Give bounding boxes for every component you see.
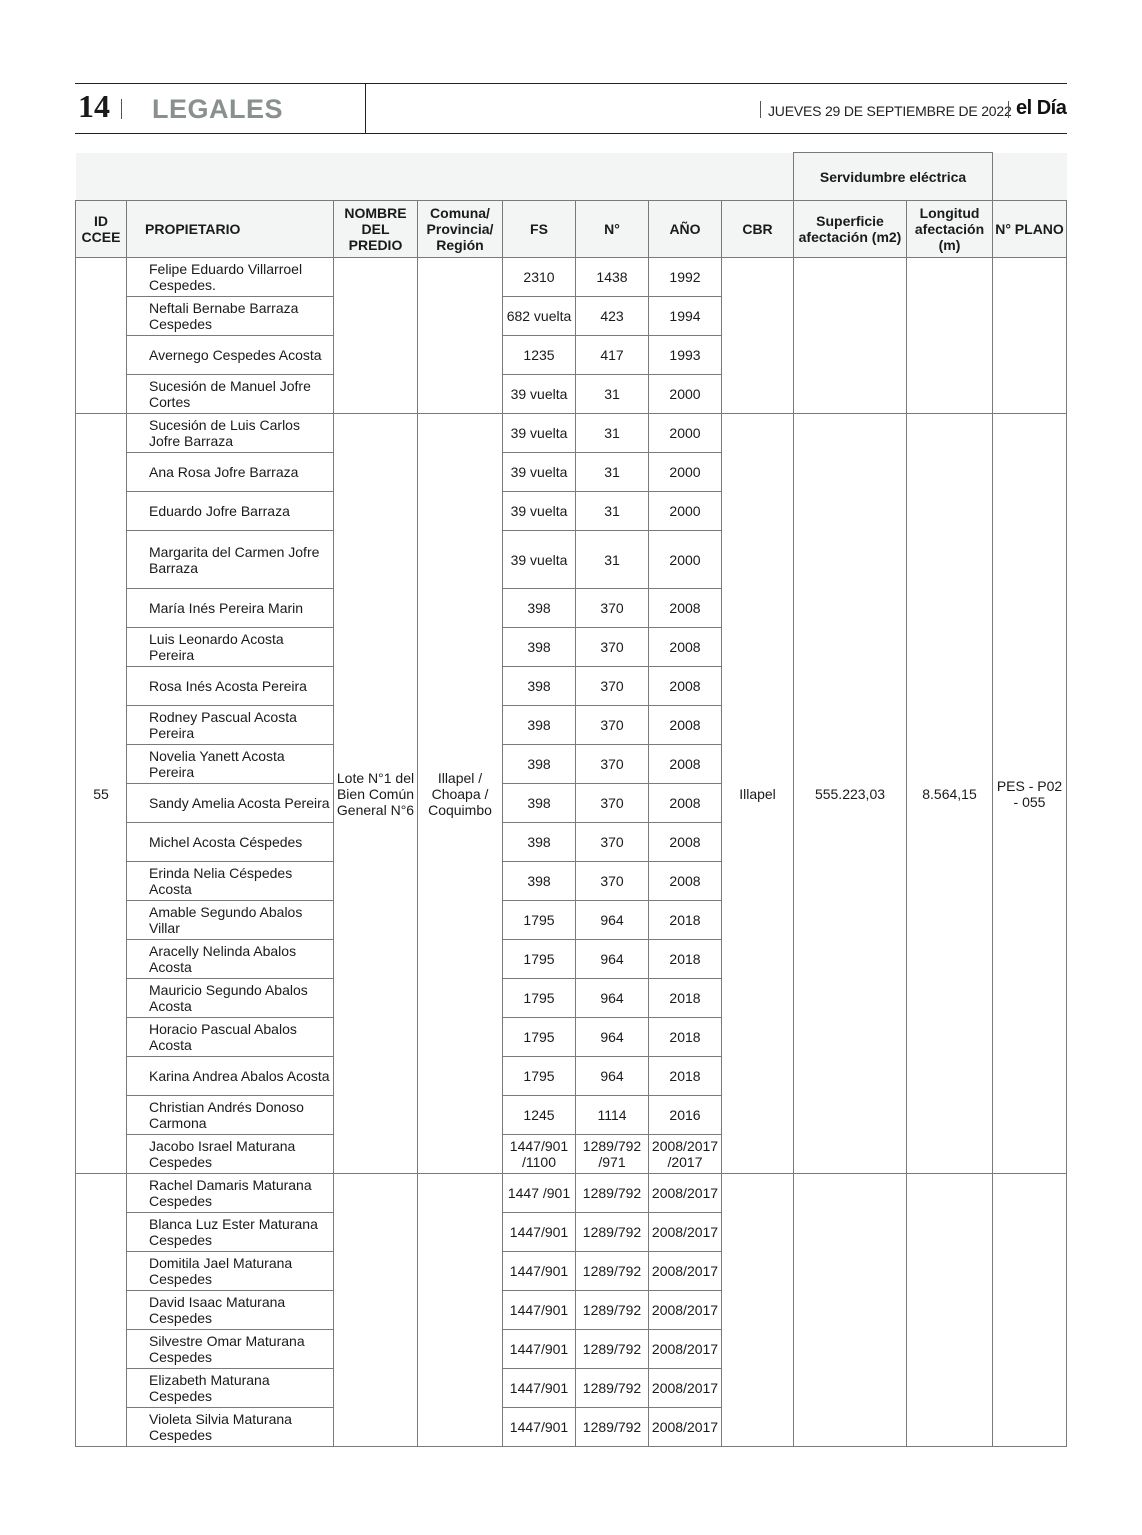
year-cell: 2008/2017 (649, 1369, 722, 1408)
fs-cell: 1235 (503, 336, 576, 375)
servidumbre-table (75, 152, 1067, 1447)
col-header-comuna: Comuna/ Provincia/ Región (418, 201, 503, 258)
n-cell: 964 (576, 1018, 649, 1057)
n-cell: 964 (576, 979, 649, 1018)
year-cell: 2000 (649, 414, 722, 453)
fs-cell: 1795 (503, 1057, 576, 1096)
n-cell: 370 (576, 823, 649, 862)
owner-cell: Novelia Yanett Acosta Pereira (127, 745, 334, 784)
n-cell: 31 (576, 492, 649, 531)
owner-cell: Margarita del Carmen Jofre Barraza (127, 531, 334, 589)
year-cell: 2000 (649, 492, 722, 531)
col-header-predio: NOMBRE DEL PREDIO (334, 201, 418, 258)
n-cell: 964 (576, 940, 649, 979)
n-cell: 31 (576, 414, 649, 453)
n-cell: 31 (576, 453, 649, 492)
fs-cell: 682 vuelta (503, 297, 576, 336)
year-cell: 2018 (649, 979, 722, 1018)
n-cell: 1289/792 (576, 1291, 649, 1330)
col-header-n: N° (576, 201, 649, 258)
n-cell: 370 (576, 589, 649, 628)
predio-cell (334, 1174, 418, 1447)
fs-cell: 39 vuelta (503, 531, 576, 589)
n-cell: 1289/792 /971 (576, 1135, 649, 1174)
year-cell: 2008/2017 (649, 1291, 722, 1330)
owner-cell: Silvestre Omar Maturana Cespedes (127, 1330, 334, 1369)
cbr-cell: Illapel (722, 414, 794, 1174)
n-cell: 964 (576, 901, 649, 940)
n-cell: 964 (576, 1057, 649, 1096)
plano-cell (993, 1174, 1067, 1447)
surface-cell (794, 1174, 907, 1447)
n-cell: 370 (576, 628, 649, 667)
fs-cell: 39 vuelta (503, 453, 576, 492)
owner-cell: Rachel Damaris Maturana Cespedes (127, 1174, 334, 1213)
fs-cell: 1447/901 (503, 1213, 576, 1252)
predio-cell (334, 258, 418, 414)
owner-cell: Aracelly Nelinda Abalos Acosta (127, 940, 334, 979)
n-cell: 370 (576, 862, 649, 901)
comuna-cell: Illapel / Choapa / Coquimbo (418, 414, 503, 1174)
table-row (76, 258, 1067, 297)
owner-cell: Sucesión de Luis Carlos Jofre Barraza (127, 414, 334, 453)
n-cell: 1289/792 (576, 1213, 649, 1252)
section-title: LEGALES (152, 94, 284, 124)
fs-cell: 2310 (503, 258, 576, 297)
year-cell: 2008 (649, 823, 722, 862)
fs-cell: 39 vuelta (503, 375, 576, 414)
n-cell: 1289/792 (576, 1369, 649, 1408)
year-cell: 1994 (649, 297, 722, 336)
n-cell: 1114 (576, 1096, 649, 1135)
year-cell: 2008 (649, 862, 722, 901)
owner-cell: Amable Segundo Abalos Villar (127, 901, 334, 940)
year-cell: 1993 (649, 336, 722, 375)
fs-cell: 1447 /901 (503, 1174, 576, 1213)
comuna-cell (418, 258, 503, 414)
year-cell: 1992 (649, 258, 722, 297)
owner-cell: Jacobo Israel Maturana Cespedes (127, 1135, 334, 1174)
owner-cell: Michel Acosta Céspedes (127, 823, 334, 862)
surface-cell: 555.223,03 (794, 414, 907, 1174)
year-cell: 2000 (649, 531, 722, 589)
fs-cell: 398 (503, 862, 576, 901)
header-divider (365, 83, 366, 134)
fs-cell: 398 (503, 745, 576, 784)
fs-cell: 1447/901 (503, 1291, 576, 1330)
fs-cell: 398 (503, 628, 576, 667)
id-cell (76, 258, 127, 414)
owner-cell: Violeta Silvia Maturana Cespedes (127, 1408, 334, 1447)
owner-cell: Blanca Luz Ester Maturana Cespedes (127, 1213, 334, 1252)
predio-cell: Lote N°1 del Bien Común General N°6 (334, 414, 418, 1174)
comuna-cell (418, 1174, 503, 1447)
year-cell: 2008 (649, 745, 722, 784)
header-top-rule (75, 83, 1067, 84)
n-cell: 1289/792 (576, 1252, 649, 1291)
col-header-cbr: CBR (722, 201, 794, 258)
year-cell: 2008/2017 (649, 1252, 722, 1291)
year-cell: 2008/2017 (649, 1330, 722, 1369)
n-cell: 31 (576, 375, 649, 414)
cbr-cell (722, 258, 794, 414)
owner-cell: Domitila Jael Maturana Cespedes (127, 1252, 334, 1291)
fs-cell: 398 (503, 589, 576, 628)
fs-cell: 1447/901 (503, 1408, 576, 1447)
length-cell: 8.564,15 (907, 414, 993, 1174)
year-cell: 2018 (649, 901, 722, 940)
n-cell: 1438 (576, 258, 649, 297)
header-separator (760, 101, 761, 118)
plano-cell: PES - P02 - 055 (993, 414, 1067, 1174)
owner-cell: Elizabeth Maturana Cespedes (127, 1369, 334, 1408)
year-cell: 2016 (649, 1096, 722, 1135)
owner-cell: Sandy Amelia Acosta Pereira (127, 784, 334, 823)
owner-cell: Horacio Pascual Abalos Acosta (127, 1018, 334, 1057)
fs-cell: 1447/901 (503, 1369, 576, 1408)
n-cell: 370 (576, 784, 649, 823)
year-cell: 2008 (649, 667, 722, 706)
n-cell: 1289/792 (576, 1174, 649, 1213)
fs-cell: 1795 (503, 1018, 576, 1057)
table-row (76, 414, 1067, 453)
fs-cell: 398 (503, 706, 576, 745)
fs-cell: 1447/901 /1100 (503, 1135, 576, 1174)
n-cell: 1289/792 (576, 1408, 649, 1447)
group-b-body (76, 414, 1067, 1174)
year-cell: 2008/2017 (649, 1213, 722, 1252)
col-header-year: AÑO (649, 201, 722, 258)
col-header-id: ID CCEE (76, 201, 127, 258)
issue-date: JUEVES 29 DE SEPTIEMBRE DE 2022 (768, 103, 1012, 119)
year-cell: 2008 (649, 628, 722, 667)
group-c-body (76, 1174, 1067, 1447)
n-cell: 423 (576, 297, 649, 336)
fs-cell: 39 vuelta (503, 492, 576, 531)
owner-cell: Mauricio Segundo Abalos Acosta (127, 979, 334, 1018)
year-cell: 2000 (649, 453, 722, 492)
year-cell: 2000 (649, 375, 722, 414)
id-cell: 55 (76, 414, 127, 1174)
n-cell: 370 (576, 745, 649, 784)
fs-cell: 1795 (503, 901, 576, 940)
year-cell: 2008/2017 /2017 (649, 1135, 722, 1174)
newspaper-logo: el Día (1016, 97, 1067, 119)
group-a-body (76, 258, 1067, 414)
length-cell (907, 1174, 993, 1447)
year-cell: 2018 (649, 1057, 722, 1096)
column-header-row (76, 201, 1067, 258)
owner-cell: Ana Rosa Jofre Barraza (127, 453, 334, 492)
owner-cell: Rodney Pascual Acosta Pereira (127, 706, 334, 745)
col-header-owner: PROPIETARIO (127, 201, 334, 258)
fs-cell: 1795 (503, 940, 576, 979)
col-header-surface: Superficie afectación (m2) (794, 201, 907, 258)
owner-cell: Eduardo Jofre Barraza (127, 492, 334, 531)
owner-cell: María Inés Pereira Marin (127, 589, 334, 628)
header-separator (1008, 101, 1009, 118)
col-header-plano: N° PLANO (993, 201, 1067, 258)
year-cell: 2008/2017 (649, 1174, 722, 1213)
year-cell: 2008 (649, 706, 722, 745)
year-cell: 2018 (649, 1018, 722, 1057)
owner-cell: Neftali Bernabe Barraza Cespedes (127, 297, 334, 336)
n-cell: 370 (576, 706, 649, 745)
header-separator (121, 99, 122, 119)
fs-cell: 1795 (503, 979, 576, 1018)
col-header-fs: FS (503, 201, 576, 258)
n-cell: 1289/792 (576, 1330, 649, 1369)
owner-cell: Christian Andrés Donoso Carmona (127, 1096, 334, 1135)
year-cell: 2008 (649, 589, 722, 628)
owner-cell: Karina Andrea Abalos Acosta (127, 1057, 334, 1096)
col-header-length: Longitud afectación (m) (907, 201, 993, 258)
owner-cell: Erinda Nelia Céspedes Acosta (127, 862, 334, 901)
plano-cell (993, 258, 1067, 414)
fs-cell: 398 (503, 667, 576, 706)
fs-cell: 398 (503, 784, 576, 823)
owner-cell: Sucesión de Manuel Jofre Cortes (127, 375, 334, 414)
length-cell (907, 258, 993, 414)
n-cell: 31 (576, 531, 649, 589)
year-cell: 2018 (649, 940, 722, 979)
group-header-servidumbre: Servidumbre eléctrica (794, 153, 993, 201)
year-cell: 2008 (649, 784, 722, 823)
year-cell: 2008/2017 (649, 1408, 722, 1447)
group-header-row (76, 153, 1067, 201)
fs-cell: 398 (503, 823, 576, 862)
owner-cell: Avernego Cespedes Acosta (127, 336, 334, 375)
cbr-cell (722, 1174, 794, 1447)
fs-cell: 1447/901 (503, 1330, 576, 1369)
table-row (76, 1174, 1067, 1213)
id-cell (76, 1174, 127, 1447)
owner-cell: Rosa Inés Acosta Pereira (127, 667, 334, 706)
fs-cell: 39 vuelta (503, 414, 576, 453)
fs-cell: 1447/901 (503, 1252, 576, 1291)
n-cell: 417 (576, 336, 649, 375)
n-cell: 370 (576, 667, 649, 706)
surface-cell (794, 258, 907, 414)
owner-cell: David Isaac Maturana Cespedes (127, 1291, 334, 1330)
header-bottom-rule (75, 133, 1067, 134)
page-number: 14 (78, 88, 110, 124)
fs-cell: 1245 (503, 1096, 576, 1135)
owner-cell: Felipe Eduardo Villarroel Cespedes. (127, 258, 334, 297)
owner-cell: Luis Leonardo Acosta Pereira (127, 628, 334, 667)
